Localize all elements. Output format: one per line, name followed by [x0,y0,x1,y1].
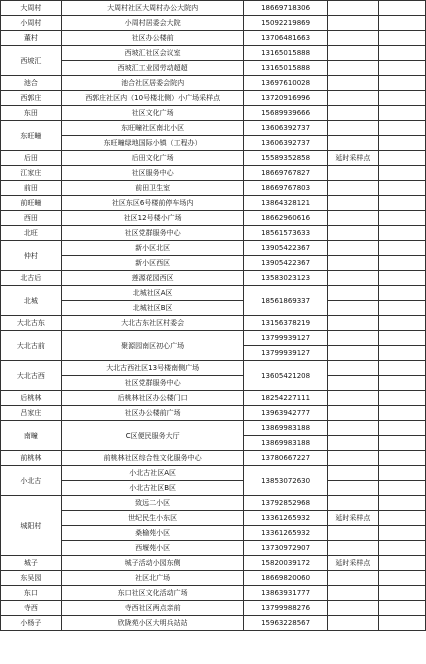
note-cell: 延时采样点 [327,511,378,526]
address-cell: 小北古社区B区 [61,481,244,496]
phone-cell: 15689939666 [244,106,327,121]
empty-cell [378,511,425,526]
village-cell: 北旺 [1,226,62,241]
empty-cell [378,136,425,151]
note-cell [327,271,378,286]
empty-cell [378,286,425,301]
phone-cell: 13706481663 [244,31,327,46]
phone-cell: 18669718306 [244,1,327,16]
phone-cell: 13905422367 [244,256,327,271]
address-cell: 社区党群服务中心 [61,226,244,241]
address-cell: 社区党群服务中心 [61,376,244,391]
address-cell: 社区办公楼前 [61,31,244,46]
village-cell: 仲村 [1,241,62,271]
table-row [1,301,426,316]
table-row [1,226,426,241]
phone-cell: 13853072630 [244,466,327,496]
empty-cell [378,346,425,361]
address-cell: 城子活动小园东侧 [61,556,244,571]
note-cell [327,46,378,61]
note-cell [327,391,378,406]
table-row [1,106,426,121]
note-cell [327,286,378,301]
table-row [1,271,426,286]
table-row [1,181,426,196]
table-row [1,406,426,421]
address-cell: 社区东区6号楼前停车场内 [61,196,244,211]
table-row [1,586,426,601]
address-cell: 致远二小区 [61,496,244,511]
note-cell [327,421,378,436]
address-cell: 西堰苑小区 [61,541,244,556]
address-cell: 社区服务中心 [61,166,244,181]
table-body [1,1,426,631]
table-row [1,541,426,556]
village-cell: 城子 [1,556,62,571]
empty-cell [378,106,425,121]
note-cell [327,466,378,481]
phone-cell: 13799939127 [244,346,327,361]
empty-cell [378,406,425,421]
note-cell [327,346,378,361]
phone-cell: 15820039172 [244,556,327,571]
address-cell: 大北古西社区13号楼南侧广场 [61,361,244,376]
address-cell: 西坡汇工业园劳动超超 [61,61,244,76]
table-row [1,316,426,331]
phone-cell: 13165015888 [244,61,327,76]
empty-cell [378,316,425,331]
note-cell [327,106,378,121]
phone-cell: 13156378219 [244,316,327,331]
empty-cell [378,451,425,466]
note-cell [327,31,378,46]
table-row [1,76,426,91]
table-row [1,46,426,61]
village-cell: 北古后 [1,271,62,286]
empty-cell [378,91,425,106]
table-row [1,91,426,106]
table-row [1,571,426,586]
village-cell: 小北古 [1,466,62,496]
address-cell: 后桃林社区办公楼门口 [61,391,244,406]
table-row [1,481,426,496]
address-cell: 新小区西区 [61,256,244,271]
note-cell [327,166,378,181]
table-row [1,466,426,481]
empty-cell [378,586,425,601]
note-cell [327,91,378,106]
table-row [1,331,426,346]
empty-cell [378,466,425,481]
note-cell [327,436,378,451]
phone-cell: 13863931777 [244,586,327,601]
empty-cell [378,496,425,511]
village-cell: 东吴园 [1,571,62,586]
table-row [1,511,426,526]
address-cell: 莲源花园西区 [61,271,244,286]
phone-cell: 13869983188 [244,436,327,451]
table-row [1,361,426,376]
address-cell: 东旺疃绿地国际小镇（工程办） [61,136,244,151]
table-row [1,601,426,616]
empty-cell [378,61,425,76]
phone-cell: 18254227111 [244,391,327,406]
table-row [1,241,426,256]
phone-cell: 13361265932 [244,526,327,541]
empty-cell [378,211,425,226]
village-cell: 吕家庄 [1,406,62,421]
table-row [1,496,426,511]
table-row [1,451,426,466]
empty-cell [378,541,425,556]
phone-cell: 13730972907 [244,541,327,556]
empty-cell [378,1,425,16]
note-cell [327,451,378,466]
phone-cell: 18669820060 [244,571,327,586]
phone-cell: 13720916996 [244,91,327,106]
note-cell [327,361,378,376]
village-cell: 董村 [1,31,62,46]
note-cell [327,481,378,496]
empty-cell [378,556,425,571]
empty-cell [378,376,425,391]
village-cell: 城阳村 [1,496,62,556]
table-row [1,61,426,76]
address-cell: 北城社区B区 [61,301,244,316]
note-cell [327,136,378,151]
empty-cell [378,151,425,166]
note-cell [327,226,378,241]
note-cell [327,541,378,556]
note-cell [327,61,378,76]
village-cell: 后桃林 [1,391,62,406]
village-cell: 东田 [1,106,62,121]
empty-cell [378,31,425,46]
note-cell [327,256,378,271]
phone-cell: 15589352858 [244,151,327,166]
phone-cell: 13583023123 [244,271,327,286]
address-cell: 社区文化广场 [61,106,244,121]
phone-cell: 18561869337 [244,286,327,316]
address-cell: 小北古社区A区 [61,466,244,481]
address-cell: 寺西社区两点亲前 [61,601,244,616]
village-cell: 大北古东 [1,316,62,331]
address-cell: 东旺疃社区南北小区 [61,121,244,136]
village-cell: 池合 [1,76,62,91]
note-cell [327,331,378,346]
note-cell [327,496,378,511]
table-row [1,31,426,46]
empty-cell [378,331,425,346]
empty-cell [378,436,425,451]
address-cell: 社区12号楼小广场 [61,211,244,226]
empty-cell [378,271,425,286]
note-cell [327,616,378,631]
empty-cell [378,571,425,586]
village-cell: 大周村 [1,1,62,16]
phone-cell: 13606392737 [244,136,327,151]
table-row [1,166,426,181]
empty-cell [378,391,425,406]
phone-cell: 18669767803 [244,181,327,196]
phone-cell: 13905422367 [244,241,327,256]
empty-cell [378,301,425,316]
table-row [1,526,426,541]
address-cell: 桑榆苑小区 [61,526,244,541]
note-cell [327,181,378,196]
phone-cell: 13697610028 [244,76,327,91]
note-cell [327,76,378,91]
phone-cell: 18561573633 [244,226,327,241]
empty-cell [378,46,425,61]
address-cell: 欣陇苑小区大明兵站站 [61,616,244,631]
phone-cell: 13780667227 [244,451,327,466]
note-cell: 延时采样点 [327,151,378,166]
phone-cell: 13864328121 [244,196,327,211]
address-cell: 新小区北区 [61,241,244,256]
empty-cell [378,16,425,31]
table-row [1,376,426,391]
empty-cell [378,226,425,241]
phone-cell: 13605421208 [244,361,327,391]
empty-cell [378,361,425,376]
table-row [1,421,426,436]
village-cell: 东旺疃 [1,121,62,151]
note-cell [327,241,378,256]
village-cell: 江家庄 [1,166,62,181]
phone-cell: 13361265932 [244,511,327,526]
table-row [1,151,426,166]
note-cell: 延时采样点 [327,556,378,571]
address-cell: 大周村社区大周村办公大院内 [61,1,244,16]
phone-cell: 13963942777 [244,406,327,421]
table-row [1,1,426,16]
address-cell: 前田卫生室 [61,181,244,196]
address-cell: 前桃林社区综合性文化服务中心 [61,451,244,466]
phone-cell: 15963228567 [244,616,327,631]
village-cell: 后田 [1,151,62,166]
village-cell: 小周村 [1,16,62,31]
empty-cell [378,421,425,436]
phone-cell: 13869983188 [244,421,327,436]
empty-cell [378,256,425,271]
table-row [1,616,426,631]
address-cell: 社区北广场 [61,571,244,586]
address-cell: 小周村居委会大院 [61,16,244,31]
table-row [1,556,426,571]
empty-cell [378,166,425,181]
address-cell: 聚源园南区初心广场 [61,331,244,361]
phone-cell: 13799939127 [244,331,327,346]
table-row [1,391,426,406]
phone-cell: 13799988276 [244,601,327,616]
empty-cell [378,181,425,196]
table-row [1,121,426,136]
note-cell [327,316,378,331]
note-cell [327,1,378,16]
phone-cell: 13606392737 [244,121,327,136]
empty-cell [378,526,425,541]
note-cell [327,196,378,211]
phone-cell: 13792852968 [244,496,327,511]
empty-cell [378,481,425,496]
address-cell: 北城社区A区 [61,286,244,301]
empty-cell [378,601,425,616]
table-row [1,196,426,211]
phone-cell: 13165015888 [244,46,327,61]
note-cell [327,601,378,616]
empty-cell [378,76,425,91]
address-cell: 社区办公楼前广场 [61,406,244,421]
address-cell: 东口社区文化活动广场 [61,586,244,601]
village-cell: 寺西 [1,601,62,616]
note-cell [327,121,378,136]
village-cell: 大北古西 [1,361,62,391]
table-row [1,136,426,151]
table-row [1,286,426,301]
address-cell: 大北古东社区村委会 [61,316,244,331]
address-cell: 池合社区居委会院内 [61,76,244,91]
address-cell: 西坡汇社区会议室 [61,46,244,61]
table-row [1,211,426,226]
note-cell [327,526,378,541]
village-cell: 小杨子 [1,616,62,631]
address-cell: 世纪民生小东区 [61,511,244,526]
village-cell: 西坡汇 [1,46,62,76]
village-cell: 西郭庄 [1,91,62,106]
phone-cell: 15092219869 [244,16,327,31]
address-cell: 西郭庄社区内（10号楼北侧）小广场采样点 [61,91,244,106]
village-cell: 前桃林 [1,451,62,466]
table-row [1,256,426,271]
note-cell [327,211,378,226]
table-row [1,16,426,31]
empty-cell [378,121,425,136]
empty-cell [378,616,425,631]
village-cell: 前田 [1,181,62,196]
empty-cell [378,196,425,211]
note-cell [327,16,378,31]
empty-cell [378,241,425,256]
village-cell: 南疃 [1,421,62,451]
village-cell: 西田 [1,211,62,226]
address-cell: C区便民服务大厅 [61,421,244,451]
note-cell [327,586,378,601]
village-cell: 北城 [1,286,62,316]
note-cell [327,571,378,586]
village-cell: 前旺疃 [1,196,62,211]
note-cell [327,376,378,391]
phone-cell: 18669767827 [244,166,327,181]
note-cell [327,301,378,316]
note-cell [327,406,378,421]
village-cell: 东口 [1,586,62,601]
address-cell: 后田文化广场 [61,151,244,166]
village-cell: 大北古前 [1,331,62,361]
phone-cell: 18662960616 [244,211,327,226]
